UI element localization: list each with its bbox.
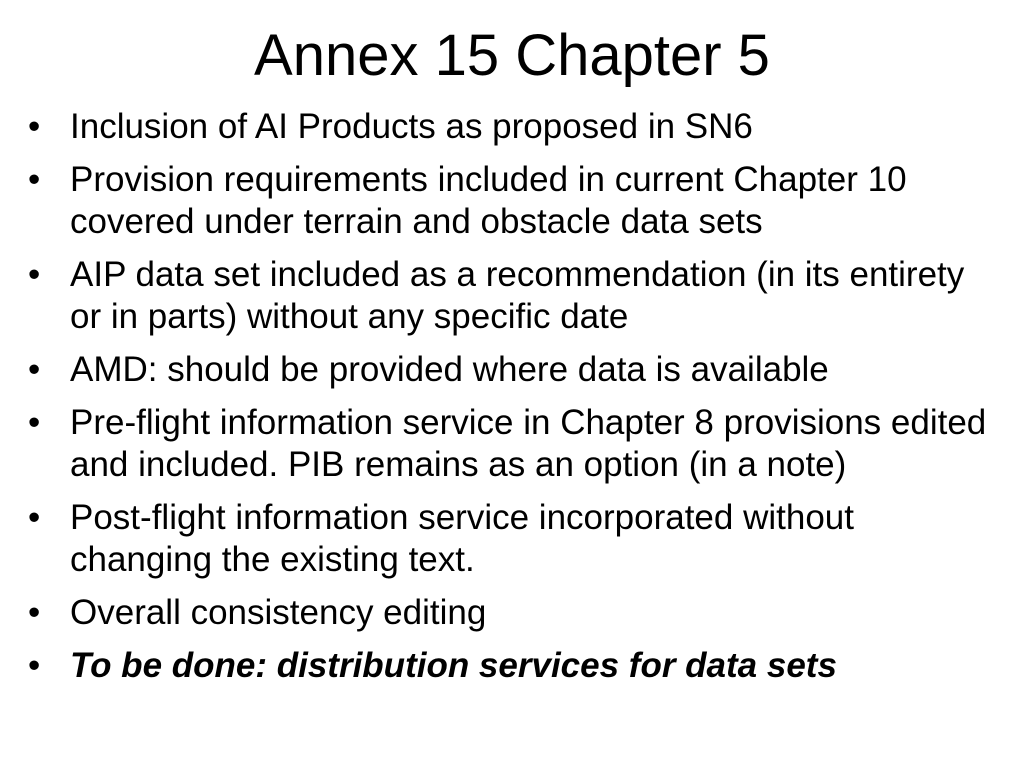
bullet-text: AMD: should be provided where data is available: [70, 350, 829, 389]
bullet-text: Provision requirements included in current Chapter 10 covered under terrain and obstacle data sets: [70, 160, 907, 241]
bullet-icon: •: [28, 593, 41, 632]
bullet-list: [28, 106, 988, 698]
bullet-item: [28, 106, 988, 148]
bullet-icon: •: [28, 255, 41, 294]
bullet-icon: •: [28, 160, 41, 199]
bullet-item: [28, 349, 988, 391]
bullet-item: [28, 159, 988, 243]
bullet-item: [28, 592, 988, 634]
bullet-item: [28, 254, 988, 338]
bullet-item: [28, 497, 988, 581]
bullet-text: To be done: distribution services for data sets: [70, 646, 837, 685]
bullet-item: [28, 402, 988, 486]
bullet-icon: •: [28, 107, 41, 146]
bullet-icon: •: [28, 646, 41, 685]
slide-title: Annex 15 Chapter 5: [254, 23, 770, 88]
bullet-text: Inclusion of AI Products as proposed in SN6: [70, 107, 753, 146]
bullet-text: Pre-flight information service in Chapter 8 provisions edited and included. PIB remains as an option (in a note): [70, 403, 987, 484]
bullet-icon: •: [28, 403, 41, 442]
bullet-text: AIP data set included as a recommendation (in its entirety or in parts) without any specific date: [70, 255, 965, 336]
bullet-item-todo: [28, 645, 988, 687]
bullet-text: Post-flight information service incorporated without changing the existing text.: [70, 498, 854, 579]
bullet-icon: •: [28, 350, 41, 389]
bullet-icon: •: [28, 498, 41, 537]
bullet-text: Overall consistency editing: [70, 593, 487, 632]
